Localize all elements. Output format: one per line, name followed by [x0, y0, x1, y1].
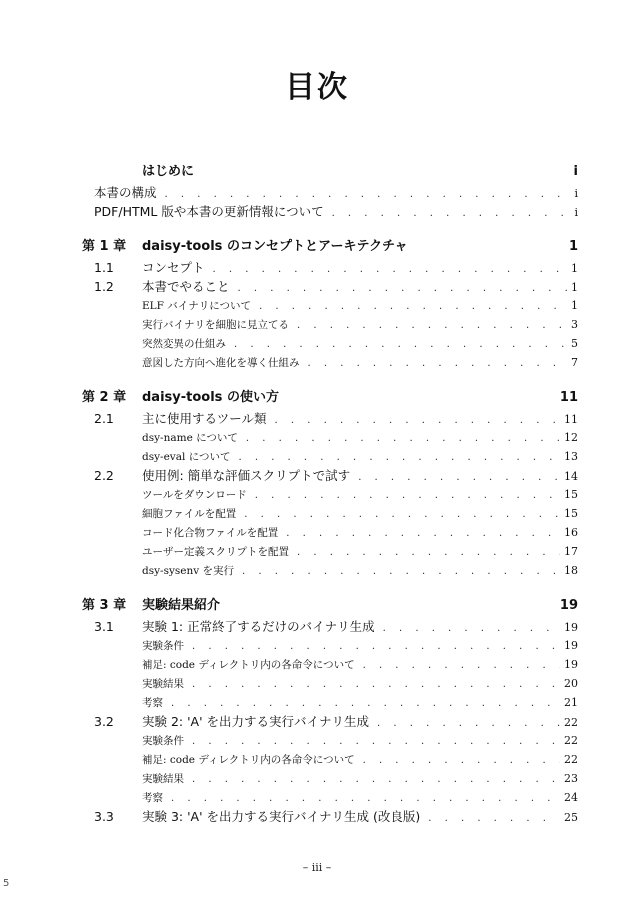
toc-entry-title: ツールをダウンロード	[142, 489, 247, 501]
toc-entry-page: 15	[564, 507, 578, 520]
toc-entry-number: 1.2	[94, 279, 114, 294]
toc-section[interactable]	[82, 277, 578, 296]
toc-entry-title: 実験 3: 'A' を出力する実行バイナリ生成 (改良版)	[142, 809, 421, 824]
toc-entry-title: 細胞ファイルを配置	[142, 508, 237, 520]
toc-entry-title: dsy-sysenv を実行	[142, 565, 235, 577]
page-title: 目次	[285, 70, 349, 105]
toc-section[interactable]	[82, 712, 578, 731]
toc-entry-page: 15	[564, 488, 578, 501]
toc-dot-leader	[213, 260, 567, 279]
toc-entry-page: 11	[564, 413, 578, 426]
toc-entry-title: 補足: code ディレクトリ内の各命令について	[142, 659, 355, 671]
toc-section[interactable]	[82, 466, 578, 485]
toc-dot-leader	[246, 429, 560, 448]
toc-subsection[interactable]	[82, 353, 578, 372]
toc-subsection[interactable]	[82, 523, 578, 542]
toc-subsection[interactable]	[82, 485, 578, 504]
toc-entry-title: dsy-eval について	[142, 451, 231, 463]
toc-entry-page: 17	[564, 545, 578, 558]
toc-entry-number: 3.1	[94, 619, 114, 634]
toc-entry-title: 主に使用するツール類	[142, 411, 267, 426]
toc-entry-number: 3.3	[94, 809, 114, 824]
toc-subsection[interactable]	[82, 542, 578, 561]
toc-entry-title: 補足: code ディレクトリ内の各命令について	[142, 754, 355, 766]
toc-entry-page: i	[574, 187, 578, 200]
toc-subsection[interactable]	[82, 674, 578, 693]
toc-dot-leader	[377, 714, 560, 733]
toc-entry-title: 実験結果	[142, 678, 184, 690]
toc-dot-leader	[242, 562, 560, 581]
toc-entry-title: 実験条件	[142, 640, 184, 652]
toc-dot-leader	[308, 354, 568, 373]
side-page-number: 5	[3, 878, 10, 889]
toc-dot-leader	[192, 770, 560, 789]
toc-dot-leader	[192, 675, 560, 694]
toc-entry-title: 実験 1: 正常終了するだけのバイナリ生成	[142, 619, 375, 634]
toc-entry-page: 25	[564, 811, 578, 824]
toc-entry-number: 2.1	[94, 411, 114, 426]
toc-entry-number: 第 2 章	[82, 390, 127, 405]
toc-entry-title: ユーザー定義スクリプトを配置	[142, 546, 289, 558]
toc-intro-heading[interactable]	[82, 161, 578, 183]
toc-entry-page: i	[573, 164, 578, 179]
toc-entry-title: PDF/HTML 版や本書の更新情報について	[94, 204, 324, 219]
toc-entry-page: 12	[564, 431, 578, 444]
toc-entry-page: 21	[564, 696, 578, 709]
toc-dot-leader	[286, 524, 560, 543]
toc-chapter[interactable]	[82, 595, 578, 617]
toc-entry-number: 第 3 章	[82, 598, 127, 613]
toc-entry-page: 1	[571, 262, 578, 275]
toc-dot-leader	[192, 732, 560, 751]
toc-entry-title: コード化合物ファイルを配置	[142, 527, 279, 539]
table-of-contents	[82, 161, 578, 826]
toc-dot-leader	[332, 204, 571, 223]
toc-subsection[interactable]	[82, 693, 578, 712]
toc-dot-leader	[171, 789, 560, 808]
toc-entry-page: 1	[568, 239, 578, 254]
toc-dot-leader	[259, 297, 567, 316]
toc-entry-page: 19	[564, 658, 578, 671]
toc-subsection[interactable]	[82, 769, 578, 788]
toc-entry-page: 19	[559, 598, 578, 613]
toc-entry-page: 19	[564, 621, 578, 634]
toc-entry-title: 実験条件	[142, 735, 184, 747]
toc-entry-title: コンセプト	[142, 260, 205, 275]
toc-entry-number: 1.1	[94, 260, 114, 275]
toc-entry-title: ELF バイナリについて	[142, 300, 252, 312]
toc-entry-page: 22	[564, 716, 578, 729]
toc-entry-number: 3.2	[94, 714, 114, 729]
toc-entry-title: 意図した方向へ進化を導く仕組み	[142, 357, 300, 369]
toc-dot-leader	[171, 694, 560, 713]
toc-entry-page: 7	[571, 356, 578, 369]
toc-section[interactable]	[82, 258, 578, 277]
toc-entry-title: 突然変異の仕組み	[142, 338, 226, 350]
toc-dot-leader	[238, 448, 560, 467]
toc-entry-title: はじめに	[142, 164, 195, 179]
toc-entry-title: 本書の構成	[94, 185, 157, 200]
toc-entry-title: 実験 2: 'A' を出力する実行バイナリ生成	[142, 714, 370, 729]
toc-entry-title: 実行バイナリを細胞に見立てる	[142, 319, 289, 331]
toc-subsection[interactable]	[82, 334, 578, 353]
toc-entry-title: dsy-name について	[142, 432, 238, 444]
toc-section[interactable]	[82, 409, 578, 428]
toc-dot-leader	[255, 486, 560, 505]
toc-entry-title: daisy-tools の使い方	[142, 390, 279, 405]
toc-section[interactable]	[82, 807, 578, 826]
toc-entry-number: 第 1 章	[82, 239, 127, 254]
toc-entry-page: 3	[571, 318, 578, 331]
toc-dot-leader	[297, 316, 567, 335]
toc-dot-leader	[363, 656, 560, 675]
toc-subsection[interactable]	[82, 636, 578, 655]
toc-entry-page: 23	[564, 772, 578, 785]
toc-entry-page: 22	[564, 734, 578, 747]
toc-entry-page: 18	[564, 564, 578, 577]
toc-entry-title: 実験結果紹介	[142, 598, 221, 613]
toc-section[interactable]	[82, 617, 578, 636]
toc-subsection[interactable]	[82, 504, 578, 523]
toc-subsection[interactable]	[82, 447, 578, 466]
toc-chapter[interactable]	[82, 236, 578, 258]
toc-subsection[interactable]	[82, 731, 578, 750]
toc-entry-page: 20	[564, 677, 578, 690]
toc-entry-number: 2.2	[94, 468, 114, 483]
toc-entry-title: 使用例: 簡単な評価スクリプトで試す	[142, 468, 351, 483]
toc-intro-item[interactable]	[82, 183, 578, 202]
toc-dot-leader	[428, 809, 560, 828]
toc-entry-page: 22	[564, 753, 578, 766]
toc-entry-title: 考察	[142, 697, 163, 709]
toc-subsection[interactable]	[82, 561, 578, 580]
toc-dot-leader	[238, 279, 567, 298]
toc-intro-item[interactable]	[82, 202, 578, 221]
toc-entry-page: 11	[559, 390, 578, 405]
toc-entry-title: 考察	[142, 792, 163, 804]
toc-entry-page: 1	[571, 299, 578, 312]
toc-entry-page: 19	[564, 639, 578, 652]
toc-entry-title: 実験結果	[142, 773, 184, 785]
toc-entry-page: 13	[564, 450, 578, 463]
toc-dot-leader	[275, 411, 560, 430]
toc-subsection[interactable]	[82, 428, 578, 447]
page-number-footer: – iii –	[302, 861, 332, 874]
toc-subsection[interactable]	[82, 296, 578, 315]
toc-dot-leader	[383, 619, 560, 638]
toc-entry-page: 5	[571, 337, 578, 350]
toc-subsection[interactable]	[82, 788, 578, 807]
toc-dot-leader	[192, 637, 560, 656]
toc-chapter[interactable]	[82, 387, 578, 409]
toc-subsection[interactable]	[82, 750, 578, 769]
toc-subsection[interactable]	[82, 655, 578, 674]
toc-dot-leader	[244, 505, 560, 524]
toc-dot-leader	[297, 543, 560, 562]
toc-entry-page: i	[574, 206, 578, 219]
toc-entry-title: 本書でやること	[142, 279, 230, 294]
toc-subsection[interactable]	[82, 315, 578, 334]
toc-entry-page: 24	[564, 791, 578, 804]
toc-entry-page: 16	[564, 526, 578, 539]
toc-dot-leader	[363, 751, 560, 770]
toc-dot-leader	[358, 468, 560, 487]
toc-entry-title: daisy-tools のコンセプトとアーキテクチャ	[142, 239, 408, 254]
toc-dot-leader	[234, 335, 567, 354]
toc-entry-page: 1	[571, 281, 578, 294]
toc-entry-page: 14	[564, 470, 578, 483]
